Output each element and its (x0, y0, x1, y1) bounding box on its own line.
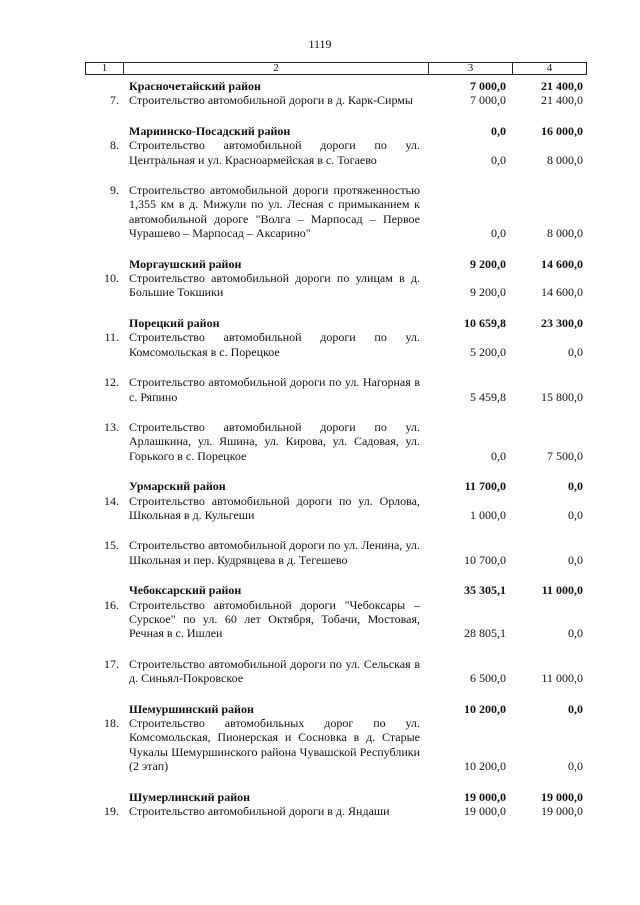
row-value-col3: 0,0 (491, 226, 506, 241)
row-description: Строительство автомобильной дороги "Чебоксары – Сурское" по ул. 60 лет Октября, Тобачи, Мостовая, Речная в с. Ишлеи (129, 597, 420, 641)
row-value-col3: 0,0 (491, 152, 506, 167)
row-value-col4: 0,0 (568, 344, 583, 359)
row-description: Строительство автомобильной дороги в д. Карк-Сирмы (129, 93, 413, 108)
district-row (85, 790, 587, 804)
district-row (85, 479, 587, 493)
row-value-col3: 9 200,0 (470, 256, 506, 271)
row-value-col4: 19 000,0 (541, 804, 583, 819)
row-value-col3: 10 200,0 (464, 701, 506, 716)
row-number: 13. (104, 419, 119, 434)
table-row (85, 657, 587, 686)
row-description: Строительство автомобильной дороги в д. Яндаши (129, 804, 390, 819)
row-value-col4: 11 000,0 (541, 583, 583, 598)
table-row (85, 183, 587, 241)
row-value-col4: 0,0 (568, 507, 583, 522)
table-row (85, 494, 587, 523)
table-row (85, 598, 587, 641)
row-value-col3: 6 500,0 (470, 671, 506, 686)
row-number: 15. (104, 538, 119, 553)
row-number: 8. (110, 138, 119, 153)
row-value-col3: 10 200,0 (464, 759, 506, 774)
row-number: 17. (104, 656, 119, 671)
row-value-col4: 16 000,0 (541, 123, 583, 138)
row-description: Строительство автомобильных дорог по ул. Комсомольская, Пионерская и Сосновка в д. Старые Чукалы Шемуршинского района Чувашской Республики (2 этап) (129, 716, 420, 774)
district-row (85, 257, 587, 271)
column-header-1: 1 (86, 63, 124, 74)
row-value-col4: 21 400,0 (541, 79, 583, 93)
row-number: 16. (104, 597, 119, 612)
row-value-col3: 35 305,1 (464, 583, 506, 598)
row-value-col3: 10 700,0 (464, 552, 506, 567)
column-header-4: 4 (546, 62, 553, 74)
row-value-col4: 8 000,0 (547, 152, 583, 167)
row-description: Строительство автомобильной дороги по ул. Ленина, ул. Школьная и пер. Кудрявцева в д. Тегешево (129, 538, 420, 567)
row-value-col3: 9 200,0 (470, 285, 506, 300)
row-number: 11. (104, 330, 119, 345)
district-row (85, 79, 587, 93)
district-row (85, 583, 587, 597)
row-value-col3: 1 000,0 (470, 507, 506, 522)
row-value-col4: 7 500,0 (547, 448, 583, 463)
table-row (85, 804, 587, 818)
row-value-col4: 11 000,0 (541, 671, 583, 686)
row-value-col4: 15 800,0 (541, 389, 583, 404)
row-number: 14. (104, 493, 119, 508)
row-value-col3: 7 000,0 (470, 93, 506, 108)
row-value-col4: 19 000,0 (541, 789, 583, 804)
table-row (85, 330, 587, 359)
row-value-col4: 0,0 (568, 701, 583, 716)
row-value-col4: 8 000,0 (547, 226, 583, 241)
table-row (85, 716, 587, 774)
page-number: 1119 (308, 37, 332, 51)
row-number: 19. (104, 804, 119, 819)
column-header-2: 2 (124, 63, 429, 74)
row-description: Мариинско-Посадский район (129, 123, 291, 138)
row-value-col4: 0,0 (568, 626, 583, 641)
district-row (85, 124, 587, 138)
row-description: Строительство автомобильной дороги по ул. Орлова, Школьная в д. Кульгеши (129, 493, 420, 522)
row-number: 7. (110, 93, 119, 108)
table-body (85, 76, 587, 818)
row-description: Красночетайский район (129, 79, 261, 93)
table-row (85, 138, 587, 167)
row-value-col3: 0,0 (491, 448, 506, 463)
row-value-col4: 0,0 (568, 479, 583, 494)
row-description: Строительство автомобильной дороги по улицам в д. Большие Токшики (129, 271, 420, 300)
table-row (85, 271, 587, 300)
row-description: Строительство автомобильной дороги по ул. Арлашкина, ул. Яшина, ул. Кирова, ул. Садовая, ул. Горького в с. Порецкое (129, 419, 420, 463)
table-row (85, 93, 587, 107)
row-value-col3: 19 000,0 (464, 804, 506, 819)
row-number: 18. (104, 716, 119, 730)
row-value-col3: 0,0 (491, 123, 506, 138)
row-value-col4: 14 600,0 (541, 285, 583, 300)
row-description: Чебоксарский район (129, 583, 242, 598)
table-row (85, 538, 587, 567)
row-description: Шемуршинский район (129, 701, 254, 716)
row-value-col3: 19 000,0 (464, 789, 506, 804)
row-description: Шумерлинский район (129, 789, 251, 804)
row-description: Строительство автомобильной дороги по ул. Комсомольская в с. Порецкое (129, 330, 420, 359)
row-value-col4: 0,0 (568, 552, 583, 567)
row-value-col4: 0,0 (568, 759, 583, 774)
table-header (85, 62, 587, 75)
row-description: Урмарский район (129, 479, 226, 494)
row-description: Порецкий район (129, 315, 220, 330)
district-row (85, 702, 587, 716)
row-value-col4: 23 300,0 (541, 315, 583, 330)
row-description: Моргаушский район (129, 256, 242, 271)
column-header-3: 3 (429, 63, 513, 74)
row-value-col3: 11 700,0 (464, 479, 506, 494)
row-description: Строительство автомобильной дороги протяженностью 1,355 км в д. Мижули по ул. Лесная с примыканием к автомобильной дороге "Волга – Марпосад – Первое Чурашево – Марпосад – Аксарино" (129, 183, 420, 241)
row-value-col3: 5 200,0 (470, 344, 506, 359)
row-value-col3: 5 459,8 (470, 389, 506, 404)
district-row (85, 316, 587, 330)
table-row (85, 420, 587, 463)
table-row (85, 375, 587, 404)
row-number: 12. (104, 375, 119, 390)
row-value-col4: 21 400,0 (541, 93, 583, 108)
row-value-col3: 28 805,1 (464, 626, 506, 641)
row-number: 10. (104, 271, 119, 286)
row-description: Строительство автомобильной дороги по ул. Сельская в д. Синьял-Покровское (129, 656, 420, 686)
row-description: Строительство автомобильной дороги по ул. Центральная и ул. Красноармейская в с. Тогаево (129, 138, 420, 167)
row-number: 9. (110, 183, 119, 198)
row-value-col4: 14 600,0 (541, 256, 583, 271)
row-value-col3: 7 000,0 (470, 79, 506, 93)
row-description: Строительство автомобильной дороги по ул. Нагорная в с. Ряпино (129, 375, 420, 404)
row-value-col3: 10 659,8 (464, 315, 506, 330)
